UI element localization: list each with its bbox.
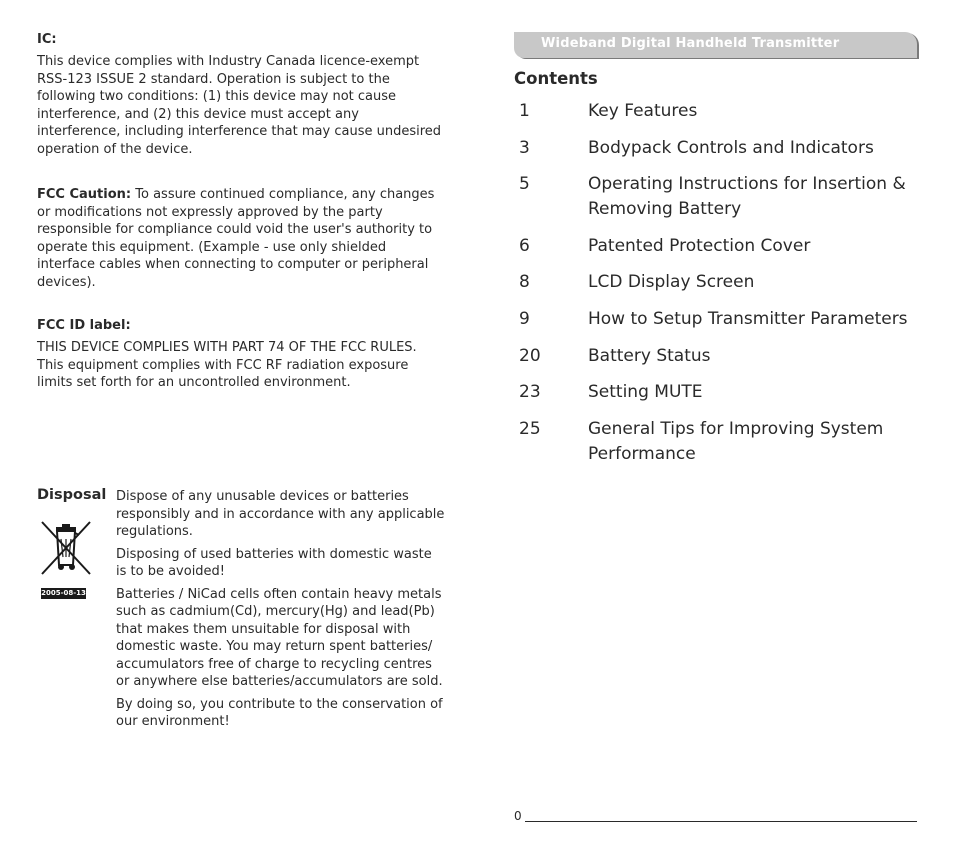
page-number: 0 <box>514 809 522 823</box>
weee-date-label: 2005-08-13 <box>41 589 86 597</box>
toc-item[interactable] <box>514 307 918 332</box>
toc-page-number: 8 <box>519 272 530 293</box>
toc-page-number: 5 <box>519 174 530 195</box>
toc-title: Setting MUTE <box>588 382 703 403</box>
page-footer <box>514 808 918 824</box>
contents-title: Contents <box>514 69 598 88</box>
disposal-paragraph: Batteries / NiCad cells often contain heavy metals such as cadmium(Cd), mercury(Hg) and lead(Pb) that makes them unsuitable for disposal with domestic waste. You may return spent batteries/ accumulators free of charge to recycling centres or anywhere else batteries/accumulators are sold. <box>116 586 443 689</box>
toc-item[interactable] <box>514 380 918 405</box>
header-bar <box>514 32 917 58</box>
fcc-id-body: THIS DEVICE COMPLIES WITH PART 74 OF THE FCC RULES. This equipment complies with FCC RF radiation exposure limits set forth for an uncontrolled environment. <box>37 340 417 390</box>
toc-item[interactable] <box>514 344 918 369</box>
ic-section <box>37 31 442 158</box>
toc-page-number: 23 <box>519 382 541 403</box>
disposal-heading: Disposal <box>37 487 107 503</box>
ic-heading: IC: <box>37 32 57 47</box>
crossed-out-wheelie-bin-icon <box>39 519 93 577</box>
toc-page-number: 9 <box>519 308 530 329</box>
fcc-caution-heading: FCC Caution: <box>37 187 132 202</box>
disposal-paragraph: Disposing of used batteries with domestic waste is to be avoided! <box>116 546 432 579</box>
fcc-caution-body: To assure continued compliance, any changes or modifications not expressly approved by the party responsible for compliance could void the user's authority to operate this equipment. (Example - use only shielded interface cables when connecting to computer or peripheral devices). <box>37 187 435 290</box>
ic-body: This device complies with Industry Canada licence-exempt RSS-123 ISSUE 2 standard. Operation is subject to the following two conditions: (1) this device may not cause interference, and (2) this device must accept any interference, including interference that may cause undesired operation of the device. <box>37 54 442 157</box>
footer-rule <box>525 821 917 822</box>
header-title: Wideband Digital Handheld Transmitter <box>541 36 840 51</box>
toc-title: How to Setup Transmitter Parameters <box>588 308 908 329</box>
fcc-caution-paragraph <box>37 186 442 291</box>
toc-item[interactable] <box>514 234 918 259</box>
toc-page-number: 1 <box>519 101 530 121</box>
toc-title: Key Features <box>588 101 698 121</box>
fcc-caution-section <box>37 186 442 291</box>
toc-item[interactable] <box>514 136 918 161</box>
toc-page-number: 3 <box>519 137 530 158</box>
disposal-paragraph: Dispose of any unusable devices or batteries responsibly and in accordance with any applicable regulations. <box>116 489 445 539</box>
toc-item[interactable] <box>514 270 918 295</box>
toc-title: General Tips for Improving System Performance <box>588 419 884 464</box>
toc-page-number: 25 <box>519 419 541 439</box>
toc-title: LCD Display Screen <box>588 272 755 293</box>
toc-title: Bodypack Controls and Indicators <box>588 137 874 158</box>
toc-page-number: 20 <box>519 345 541 366</box>
table-of-contents <box>514 99 918 478</box>
toc-title: Battery Status <box>588 345 711 366</box>
toc-title: Operating Instructions for Insertion & Removing Battery <box>588 174 906 219</box>
fcc-id-section <box>37 317 442 392</box>
disposal-paragraph: By doing so, you contribute to the conservation of our environment! <box>116 696 443 729</box>
toc-item[interactable] <box>514 99 918 124</box>
toc-item[interactable] <box>514 172 918 221</box>
toc-page-number: 6 <box>519 235 530 256</box>
fcc-id-heading: FCC ID label: <box>37 318 131 333</box>
disposal-paragraphs <box>116 488 446 736</box>
toc-item[interactable] <box>514 417 918 466</box>
toc-title: Patented Protection Cover <box>588 235 811 256</box>
